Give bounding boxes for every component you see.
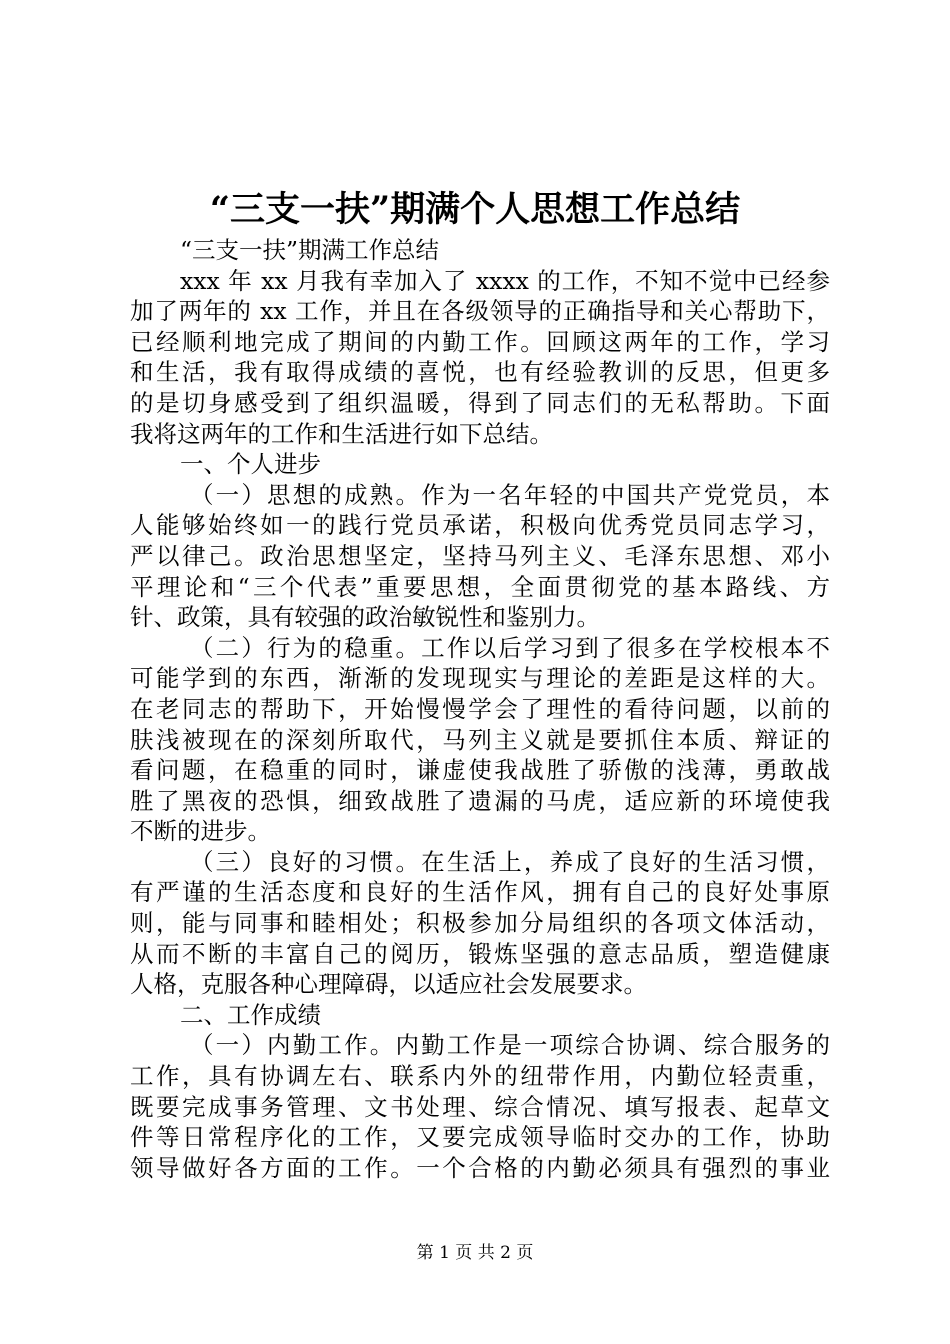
paragraph-line: （二）行为的稳重。工作以后学习到了很多在学校根本不	[190, 633, 830, 662]
paragraph-line: 肤浅被现在的深刻所取代，马列主义就是要抓住本质、辩证的	[130, 725, 830, 754]
paragraph-line: （一）内勤工作。内勤工作是一项综合协调、综合服务的	[190, 1031, 830, 1060]
paragraph-line: 有严谨的生活态度和良好的生活作风，拥有自己的良好处事原	[130, 878, 830, 907]
paragraph-line: 件等日常程序化的工作，又要完成领导临时交办的工作，协助	[130, 1123, 830, 1152]
paragraph-line: 人能够始终如一的践行党员承诺，积极向优秀党员同志学习，	[130, 511, 830, 540]
section-heading: 一、个人进步	[180, 450, 321, 479]
section-heading: 二、工作成绩	[180, 1000, 321, 1029]
paragraph-line: xxx 年 xx 月我有幸加入了 xxxx 的工作，不知不觉中已经参	[180, 266, 830, 295]
document-title: “三支一扶”期满个人思想工作总结	[209, 189, 741, 230]
paragraph-line: 不断的进步。	[130, 817, 271, 846]
paragraph-line: 领导做好各方面的工作。一个合格的内勤必须具有强烈的事业	[130, 1153, 830, 1182]
paragraph-line: 既要完成事务管理、文书处理、综合情况、填写报表、起草文	[130, 1092, 830, 1121]
page-footer: 第 1 页 共 2 页	[416, 1243, 534, 1263]
paragraph-line: 从而不断的丰富自己的阅历，锻炼坚强的意志品质，塑造健康	[130, 939, 830, 968]
paragraph-line: 已经顺利地完成了期间的内勤工作。回顾这两年的工作，学习	[130, 327, 830, 356]
paragraph-line: （一）思想的成熟。作为一名年轻的中国共产党党员，本	[190, 480, 830, 509]
paragraph-line: 的是切身感受到了组织温暖，得到了同志们的无私帮助。下面	[130, 388, 830, 417]
document-body	[130, 235, 830, 1183]
paragraph-line: 看问题，在稳重的同时，谦虚使我战胜了骄傲的浅薄，勇敢战	[130, 756, 830, 785]
subtitle-line: “三支一扶”期满工作总结	[180, 236, 440, 264]
paragraph-line: （三）良好的习惯。在生活上，养成了良好的生活习惯，	[190, 847, 830, 876]
paragraph-line: 加了两年的 xx 工作，并且在各级领导的正确指导和关心帮助下，	[130, 297, 830, 326]
paragraph-line: 可能学到的东西，渐渐的发现现实与理论的差距是这样的大。	[130, 664, 830, 693]
paragraph-line: 平理论和“三个代表”重要思想，全面贯彻党的基本路线、方	[130, 572, 830, 601]
paragraph-line: 人格，克服各种心理障碍，以适应社会发展要求。	[130, 970, 647, 999]
paragraph-line: 我将这两年的工作和生活进行如下总结。	[130, 419, 553, 448]
paragraph-line: 在老同志的帮助下，开始慢慢学会了理性的看待问题，以前的	[130, 694, 830, 723]
paragraph-line: 胜了黑夜的恐惧，细致战胜了遗漏的马虎，适应新的环境使我	[130, 786, 830, 815]
paragraph-line: 则，能与同事和睦相处；积极参加分局组织的各项文体活动，	[130, 909, 830, 938]
paragraph-line: 和生活，我有取得成绩的喜悦，也有经验教训的反思，但更多	[130, 358, 830, 387]
paragraph-line: 严以律己。政治思想坚定，坚持马列主义、毛泽东思想、邓小	[130, 541, 830, 570]
paragraph-line: 针、政策，具有较强的政治敏锐性和鉴别力。	[130, 603, 600, 632]
paragraph-line: 工作，具有协调左右、联系内外的纽带作用，内勤位轻责重，	[130, 1062, 830, 1091]
